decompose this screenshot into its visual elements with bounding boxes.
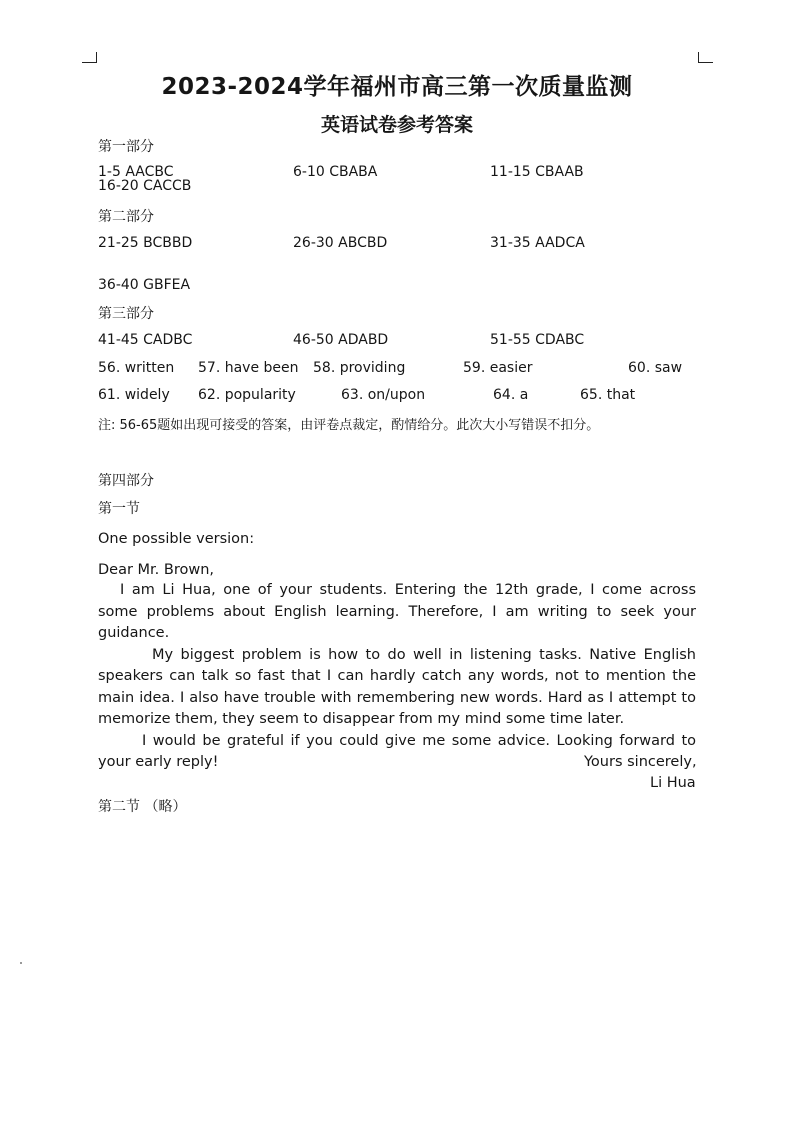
answer-group: 41-45 CADBC (98, 332, 193, 348)
letter-paragraph: I would be grateful if you could give me some advice. Looking forward to your early reply! (98, 732, 696, 770)
answer-group: 36-40 GBFEA (98, 277, 191, 293)
answer-group: 1-5 AACBC (98, 164, 174, 180)
part2-heading: 第二部分 (98, 209, 154, 225)
blank-answer: 65. that (580, 387, 636, 403)
answer-group: 51-55 CDABC (490, 332, 585, 348)
blank-answer: 60. saw (628, 360, 683, 376)
answer-group: 11-15 CBAAB (490, 164, 584, 180)
answer-group: 31-35 AADCA (490, 235, 585, 251)
letter-paragraph: My biggest problem is how to do well in listening tasks. Native English speakers can talk so fast that I can hardly catch any words, not to mention the main idea. I also have trouble with remembering new words. Hard as I attempt to memorize them, they seem to disappear from my mind some time later. (98, 646, 696, 727)
crop-mark-right (698, 52, 713, 63)
letter-closing: Yours sincerely, (584, 754, 697, 770)
answer-group: 26-30 ABCBD (293, 235, 388, 251)
answer-group: 21-25 BCBBD (98, 235, 193, 251)
letter-paragraph: I am Li Hua, one of your students. Entering the 12th grade, I come across some problems about English learning. Therefore, I am writing to seek your guidance. (98, 582, 696, 641)
blank-answer: 61. widely (98, 387, 170, 403)
answer-group: 16-20 CACCB (98, 178, 192, 194)
blank-answer: 59. easier (463, 360, 533, 376)
letter-greeting: Dear Mr. Brown, (98, 562, 215, 578)
blank-answer: 62. popularity (198, 387, 296, 403)
part4-heading: 第四部分 (98, 473, 154, 489)
blank-answer: 63. on/upon (341, 387, 426, 403)
crop-mark-left (82, 52, 97, 63)
blank-answer: 64. a (493, 387, 529, 403)
section1-heading: 第一节 (98, 501, 140, 517)
letter-body (98, 580, 696, 774)
blank-answer: 57. have been (198, 360, 299, 376)
blank-answer: 56. written (98, 360, 175, 376)
grading-note: 注: 56-65题如出现可接受的答案，由评卷点裁定，酌情给分。此次大小写错误不扣分。 (98, 418, 600, 433)
blank-answer: 58. providing (313, 360, 406, 376)
letter-signature: Li Hua (650, 775, 696, 791)
scan-speck (20, 962, 22, 964)
answer-group: 6-10 CBABA (293, 164, 378, 180)
version-label: One possible version: (98, 531, 255, 547)
part1-heading: 第一部分 (98, 139, 154, 155)
page-title: 2023-2024学年福州市高三第一次质量监测 (161, 74, 633, 100)
page-subtitle: 英语试卷参考答案 (320, 114, 473, 136)
section2-heading: 第二节 （略） (98, 799, 187, 815)
part3-heading: 第三部分 (98, 306, 154, 322)
answer-group: 46-50 ADABD (293, 332, 389, 348)
